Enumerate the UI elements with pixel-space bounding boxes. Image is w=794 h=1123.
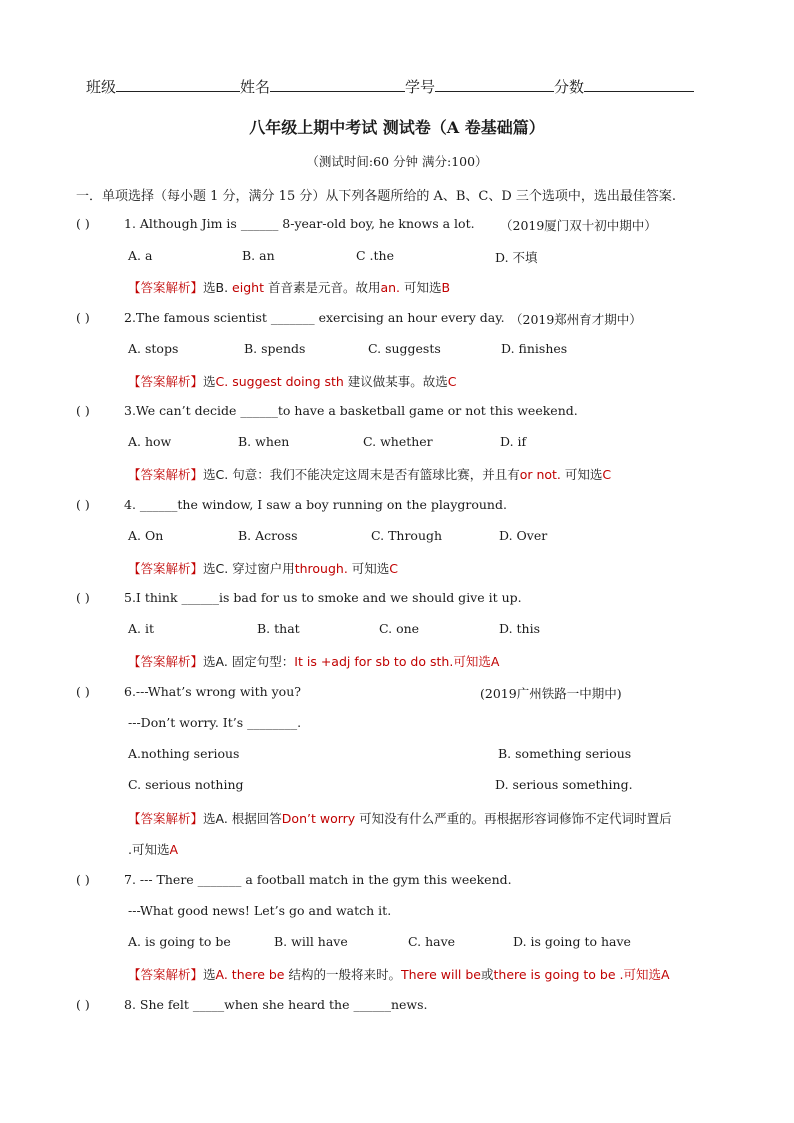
answer-text: There will be: [400, 967, 481, 982]
question-stem-line2: ---What good news! Let’s go and watch it.: [128, 903, 392, 918]
option-d: D. if: [500, 434, 527, 449]
option-c: C. serious nothing: [128, 777, 244, 792]
answer-text: 可知选: [453, 654, 491, 669]
question-6: [76, 684, 301, 699]
option-a: A.nothing serious: [128, 746, 240, 761]
option-c: C .the: [356, 248, 394, 263]
answer-text: A: [169, 842, 179, 857]
option-c: C. whether: [363, 434, 433, 449]
answer-explanation-line2: [128, 840, 178, 858]
answer-explanation: [128, 278, 450, 296]
answer-text: 选C. 穿过窗户用: [203, 561, 295, 576]
option-b: B. an: [242, 248, 275, 263]
answer-bracket[interactable]: ( ): [76, 310, 90, 325]
answer-text: eight: [232, 280, 264, 295]
answer-bracket[interactable]: ( ): [76, 997, 90, 1012]
option-b: B. spends: [244, 341, 306, 356]
option-a: A. how: [128, 434, 172, 449]
answer-text: C: [447, 374, 457, 389]
answer-text: C: [389, 561, 399, 576]
answer-bracket[interactable]: ( ): [76, 872, 90, 887]
name-blank[interactable]: [270, 76, 405, 92]
question-source: （2019厦门双十初中期中）: [500, 218, 657, 233]
answer-tag: 【答案解析】: [128, 467, 204, 482]
score-label: 分数: [554, 78, 585, 96]
answer-tag: 【答案解析】: [128, 811, 204, 826]
answer-tag: 【答案解析】: [128, 967, 204, 982]
answer-text: there is going to be .: [493, 967, 624, 982]
answer-tag: 【答案解析】: [128, 374, 204, 389]
section-heading: 一．单项选择（每小题 1 分，满分 15 分）从下列各题所给的 A、B、C、D 三个选项中，选出最佳答案.: [76, 189, 677, 204]
answer-text: 选A. 固定句型：: [203, 654, 295, 669]
answer-text: 可知选: [623, 967, 662, 982]
answer-bracket[interactable]: ( ): [76, 403, 90, 418]
question-stem: 3.We can’t decide ______to have a basketball game or not this weekend.: [124, 403, 578, 418]
option-c: C. one: [379, 621, 420, 636]
answer-explanation: [128, 809, 672, 827]
option-b: B. something serious: [498, 746, 632, 761]
question-stem: 2.The famous scientist _______ exercising an hour every day.: [124, 310, 505, 325]
name-label: 姓名: [240, 78, 271, 96]
question-stem: 4. ______the window, I saw a boy running on the playground.: [124, 497, 507, 512]
answer-text: 可知选: [400, 280, 442, 295]
answer-text: Don’t worry: [281, 811, 356, 826]
answer-text: 首音素是元音。故用: [263, 280, 381, 295]
answer-text: an.: [380, 280, 401, 295]
answer-text: or not.: [519, 467, 561, 482]
option-a: A. On: [128, 528, 164, 543]
class-blank[interactable]: [116, 76, 240, 92]
answer-text: C: [602, 467, 612, 482]
answer-text: B: [441, 280, 451, 295]
answer-explanation: [128, 372, 457, 390]
option-d: D. is going to have: [513, 934, 631, 949]
answer-text: A. there be: [215, 967, 285, 982]
id-blank[interactable]: [435, 76, 554, 92]
answer-text: through.: [294, 561, 348, 576]
option-a: A. a: [128, 248, 153, 263]
answer-tag: 【答案解析】: [128, 280, 204, 295]
question-2: [76, 310, 505, 325]
score-blank[interactable]: [584, 76, 694, 92]
answer-bracket[interactable]: ( ): [76, 216, 90, 231]
id-label: 学号: [405, 78, 436, 96]
question-source: (2019广州铁路一中期中): [480, 686, 622, 701]
answer-explanation: [128, 465, 611, 483]
answer-text: 结构的一般将来时。: [284, 967, 401, 982]
question-stem: 6.---What’s wrong with you?: [124, 684, 301, 699]
exam-info: （测试时间:60 分钟 满分:100）: [306, 154, 488, 169]
option-d: D. this: [499, 621, 541, 636]
answer-text: A: [490, 654, 500, 669]
answer-bracket[interactable]: ( ): [76, 497, 90, 512]
question-stem: 7. --- There _______ a football match in the gym this weekend.: [124, 872, 512, 887]
question-8: [76, 997, 428, 1012]
student-info-header: [86, 76, 694, 97]
option-a: A. is going to be: [128, 934, 231, 949]
answer-text: It is +adj for sb to do sth.: [294, 654, 454, 669]
option-c: C. suggests: [368, 341, 441, 356]
option-b: B. that: [257, 621, 300, 636]
question-1: [76, 216, 475, 231]
answer-text: 可知没有什么严重的。再根据形容词修饰不定代词时置后: [355, 811, 672, 826]
answer-text: 选C. 句意：我们不能决定这周末是否有篮球比赛，并且有: [203, 467, 520, 482]
option-b: B. Across: [238, 528, 298, 543]
page-title: 八年级上期中考试 测试卷（A 卷基础篇）: [249, 118, 545, 137]
answer-explanation: [128, 652, 499, 670]
answer-explanation: [128, 965, 670, 983]
option-a: A. it: [128, 621, 154, 636]
answer-text: 选: [203, 374, 216, 389]
answer-bracket[interactable]: ( ): [76, 590, 90, 605]
option-b: B. will have: [274, 934, 348, 949]
answer-bracket[interactable]: ( ): [76, 684, 90, 699]
answer-text: C. suggest doing sth: [215, 374, 344, 389]
answer-text: .可知选: [128, 842, 170, 857]
option-d: D. Over: [499, 528, 548, 543]
answer-text: 选B.: [203, 280, 233, 295]
question-5: [76, 590, 522, 605]
answer-tag: 【答案解析】: [128, 561, 204, 576]
question-stem: 1. Although Jim is ______ 8-year-old boy, he knows a lot.: [124, 216, 475, 231]
option-a: A. stops: [128, 341, 179, 356]
question-4: [76, 497, 507, 512]
class-label: 班级: [86, 78, 117, 96]
answer-text: 可知选: [347, 561, 390, 576]
question-stem: 5.I think ______is bad for us to smoke and we should give it up.: [124, 590, 522, 605]
answer-text: A: [661, 967, 670, 982]
question-3: [76, 403, 578, 418]
option-c: C. have: [408, 934, 456, 949]
option-d: D. 不填: [495, 250, 538, 265]
answer-text: 或: [481, 967, 494, 982]
option-d: D. finishes: [501, 341, 568, 356]
question-stem-line2: ---Don’t worry. It’s ________.: [128, 715, 302, 730]
option-c: C. Through: [371, 528, 443, 543]
answer-text: 可知选: [560, 467, 603, 482]
answer-explanation: [128, 559, 398, 577]
answer-text: 选: [203, 967, 216, 982]
answer-tag: 【答案解析】: [128, 654, 204, 669]
question-stem: 8. She felt _____when she heard the ______news.: [124, 997, 428, 1012]
option-b: B. when: [238, 434, 290, 449]
question-source: （2019郑州育才期中）: [510, 312, 642, 327]
answer-text: 建议做某事。故选: [343, 374, 448, 389]
answer-text: 选A. 根据回答: [203, 811, 282, 826]
question-7: [76, 872, 512, 887]
option-d: D. serious something.: [495, 777, 633, 792]
